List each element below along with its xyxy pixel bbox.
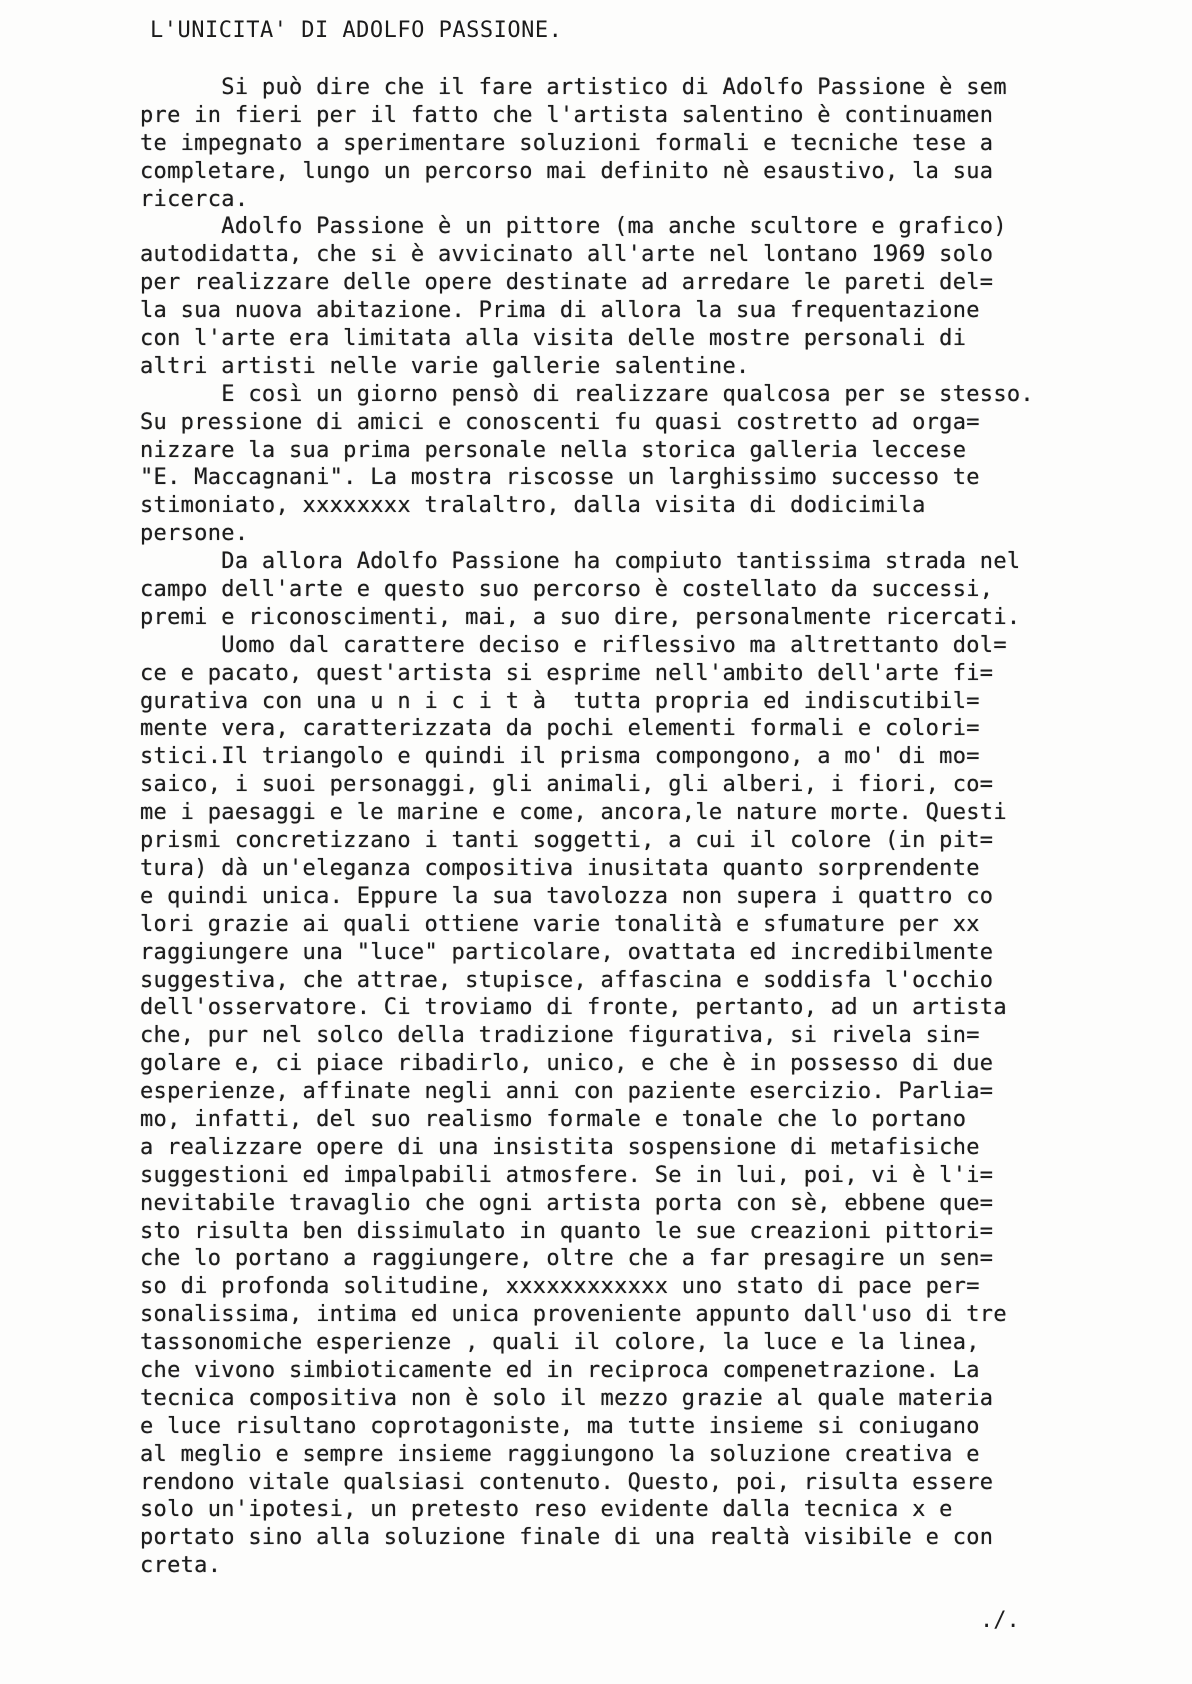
- text-line: Da allora Adolfo Passione ha compiuto tantissima strada nel: [140, 549, 1021, 575]
- text-line: tura) dà un'eleganza compositiva inusitata quanto sorprendente: [140, 855, 980, 881]
- text-line: mo, infatti, del suo realismo formale e tonale che lo portano: [140, 1106, 967, 1132]
- text-line: altri artisti nelle varie gallerie salentine.: [140, 353, 750, 379]
- text-line: solo un'ipotesi, un pretesto reso evidente dalla tecnica x e: [140, 1497, 953, 1523]
- text-line: sonalissima, intima ed unica proveniente appunto dall'uso di tre: [140, 1302, 1007, 1328]
- text-line: lori grazie ai quali ottiene varie tonalità e sfumature per xx: [140, 911, 980, 937]
- text-line: che, pur nel solco della tradizione figurativa, si rivela sin=: [140, 1023, 980, 1049]
- text-line: suggestioni ed impalpabili atmosfere. Se in lui, poi, vi è l'i=: [140, 1162, 994, 1188]
- text-line: che vivono simbioticamente ed in reciproca compenetrazione. La: [140, 1357, 980, 1383]
- text-line: E così un giorno pensò di realizzare qualcosa per se stesso.: [140, 381, 1034, 407]
- text-line: creta.: [140, 1553, 222, 1579]
- page-title: L'UNICITA' DI ADOLFO PASSIONE.: [150, 18, 563, 43]
- body-text: [140, 74, 1100, 1580]
- text-line: persone.: [140, 521, 249, 547]
- text-line: mente vera, caratterizzata da pochi elementi formali e colori=: [140, 716, 980, 742]
- text-line: autodidatta, che si è avvicinato all'arte nel lontano 1969 solo: [140, 242, 994, 268]
- text-line: saico, i suoi personaggi, gli animali, gli alberi, i fiori, co=: [140, 772, 994, 798]
- continuation-mark: ./.: [980, 1608, 1020, 1633]
- text-line: ricerca.: [140, 186, 249, 212]
- text-line: Uomo dal carattere deciso e riflessivo ma altrettanto dol=: [140, 632, 1007, 658]
- text-line: so di profonda solitudine, xxxxxxxxxxxx uno stato di pace per=: [140, 1274, 980, 1300]
- text-line: tassonomiche esperienze , quali il colore, la luce e la linea,: [140, 1330, 980, 1356]
- text-line: prismi concretizzano i tanti soggetti, a cui il colore (in pit=: [140, 828, 994, 854]
- text-line: la sua nuova abitazione. Prima di allora la sua frequentazione: [140, 298, 980, 324]
- text-line: premi e riconoscimenti, mai, a suo dire, personalmente ricercati.: [140, 604, 1021, 630]
- text-line: te impegnato a sperimentare soluzioni formali e tecniche tese a: [140, 130, 994, 156]
- text-line: esperienze, affinate negli anni con paziente esercizio. Parlia=: [140, 1079, 994, 1105]
- text-line: nizzare la sua prima personale nella storica galleria leccese: [140, 437, 967, 463]
- text-line: che lo portano a raggiungere, oltre che a far presagire un sen=: [140, 1246, 994, 1272]
- text-line: stimoniato, xxxxxxxx tralaltro, dalla visita di dodicimila: [140, 493, 926, 519]
- text-line: tecnica compositiva non è solo il mezzo grazie al quale materia: [140, 1385, 994, 1411]
- text-line: me i paesaggi e le marine e come, ancora,le nature morte. Questi: [140, 800, 1007, 826]
- text-line: "E. Maccagnani". La mostra riscosse un larghissimo successo te: [140, 465, 980, 491]
- text-line: gurativa con una u n i c i t à tutta propria ed indiscutibil=: [140, 688, 980, 714]
- text-line: sto risulta ben dissimulato in quanto le sue creazioni pittori=: [140, 1218, 994, 1244]
- text-line: ce e pacato, quest'artista si esprime nell'ambito dell'arte fi=: [140, 660, 994, 686]
- text-line: nevitabile travaglio che ogni artista porta con sè, ebbene que=: [140, 1190, 994, 1216]
- text-line: per realizzare delle opere destinate ad arredare le pareti del=: [140, 270, 994, 296]
- text-line: e quindi unica. Eppure la sua tavolozza non supera i quattro co: [140, 883, 994, 909]
- text-line: Si può dire che il fare artistico di Adolfo Passione è sem: [140, 75, 1007, 100]
- text-line: golare e, ci piace ribadirlo, unico, e che è in possesso di due: [140, 1051, 994, 1077]
- text-line: suggestiva, che attrae, stupisce, affascina e soddisfa l'occhio: [140, 967, 994, 993]
- text-line: portato sino alla soluzione finale di una realtà visibile e con: [140, 1525, 994, 1551]
- text-line: rendono vitale qualsiasi contenuto. Questo, poi, risulta essere: [140, 1469, 994, 1495]
- text-line: raggiungere una "luce" particolare, ovattata ed incredibilmente: [140, 939, 994, 965]
- text-line: con l'arte era limitata alla visita delle mostre personali di: [140, 326, 967, 352]
- text-line: Adolfo Passione è un pittore (ma anche scultore e grafico): [140, 214, 1007, 240]
- text-line: Su pressione di amici e conoscenti fu quasi costretto ad orga=: [140, 409, 980, 435]
- text-line: pre in fieri per il fatto che l'artista salentino è continuamen: [140, 102, 994, 128]
- text-line: completare, lungo un percorso mai definito nè esaustivo, la sua: [140, 158, 994, 184]
- text-line: campo dell'arte e questo suo percorso è costellato da successi,: [140, 577, 994, 603]
- text-line: a realizzare opere di una insistita sospensione di metafisiche: [140, 1134, 980, 1160]
- text-line: e luce risultano coprotagoniste, ma tutte insieme si coniugano: [140, 1413, 980, 1439]
- text-line: stici.Il triangolo e quindi il prisma compongono, a mo' di mo=: [140, 744, 980, 770]
- text-line: dell'osservatore. Ci troviamo di fronte, pertanto, ad un artista: [140, 995, 1007, 1021]
- text-line: al meglio e sempre insieme raggiungono la soluzione creativa e: [140, 1441, 980, 1467]
